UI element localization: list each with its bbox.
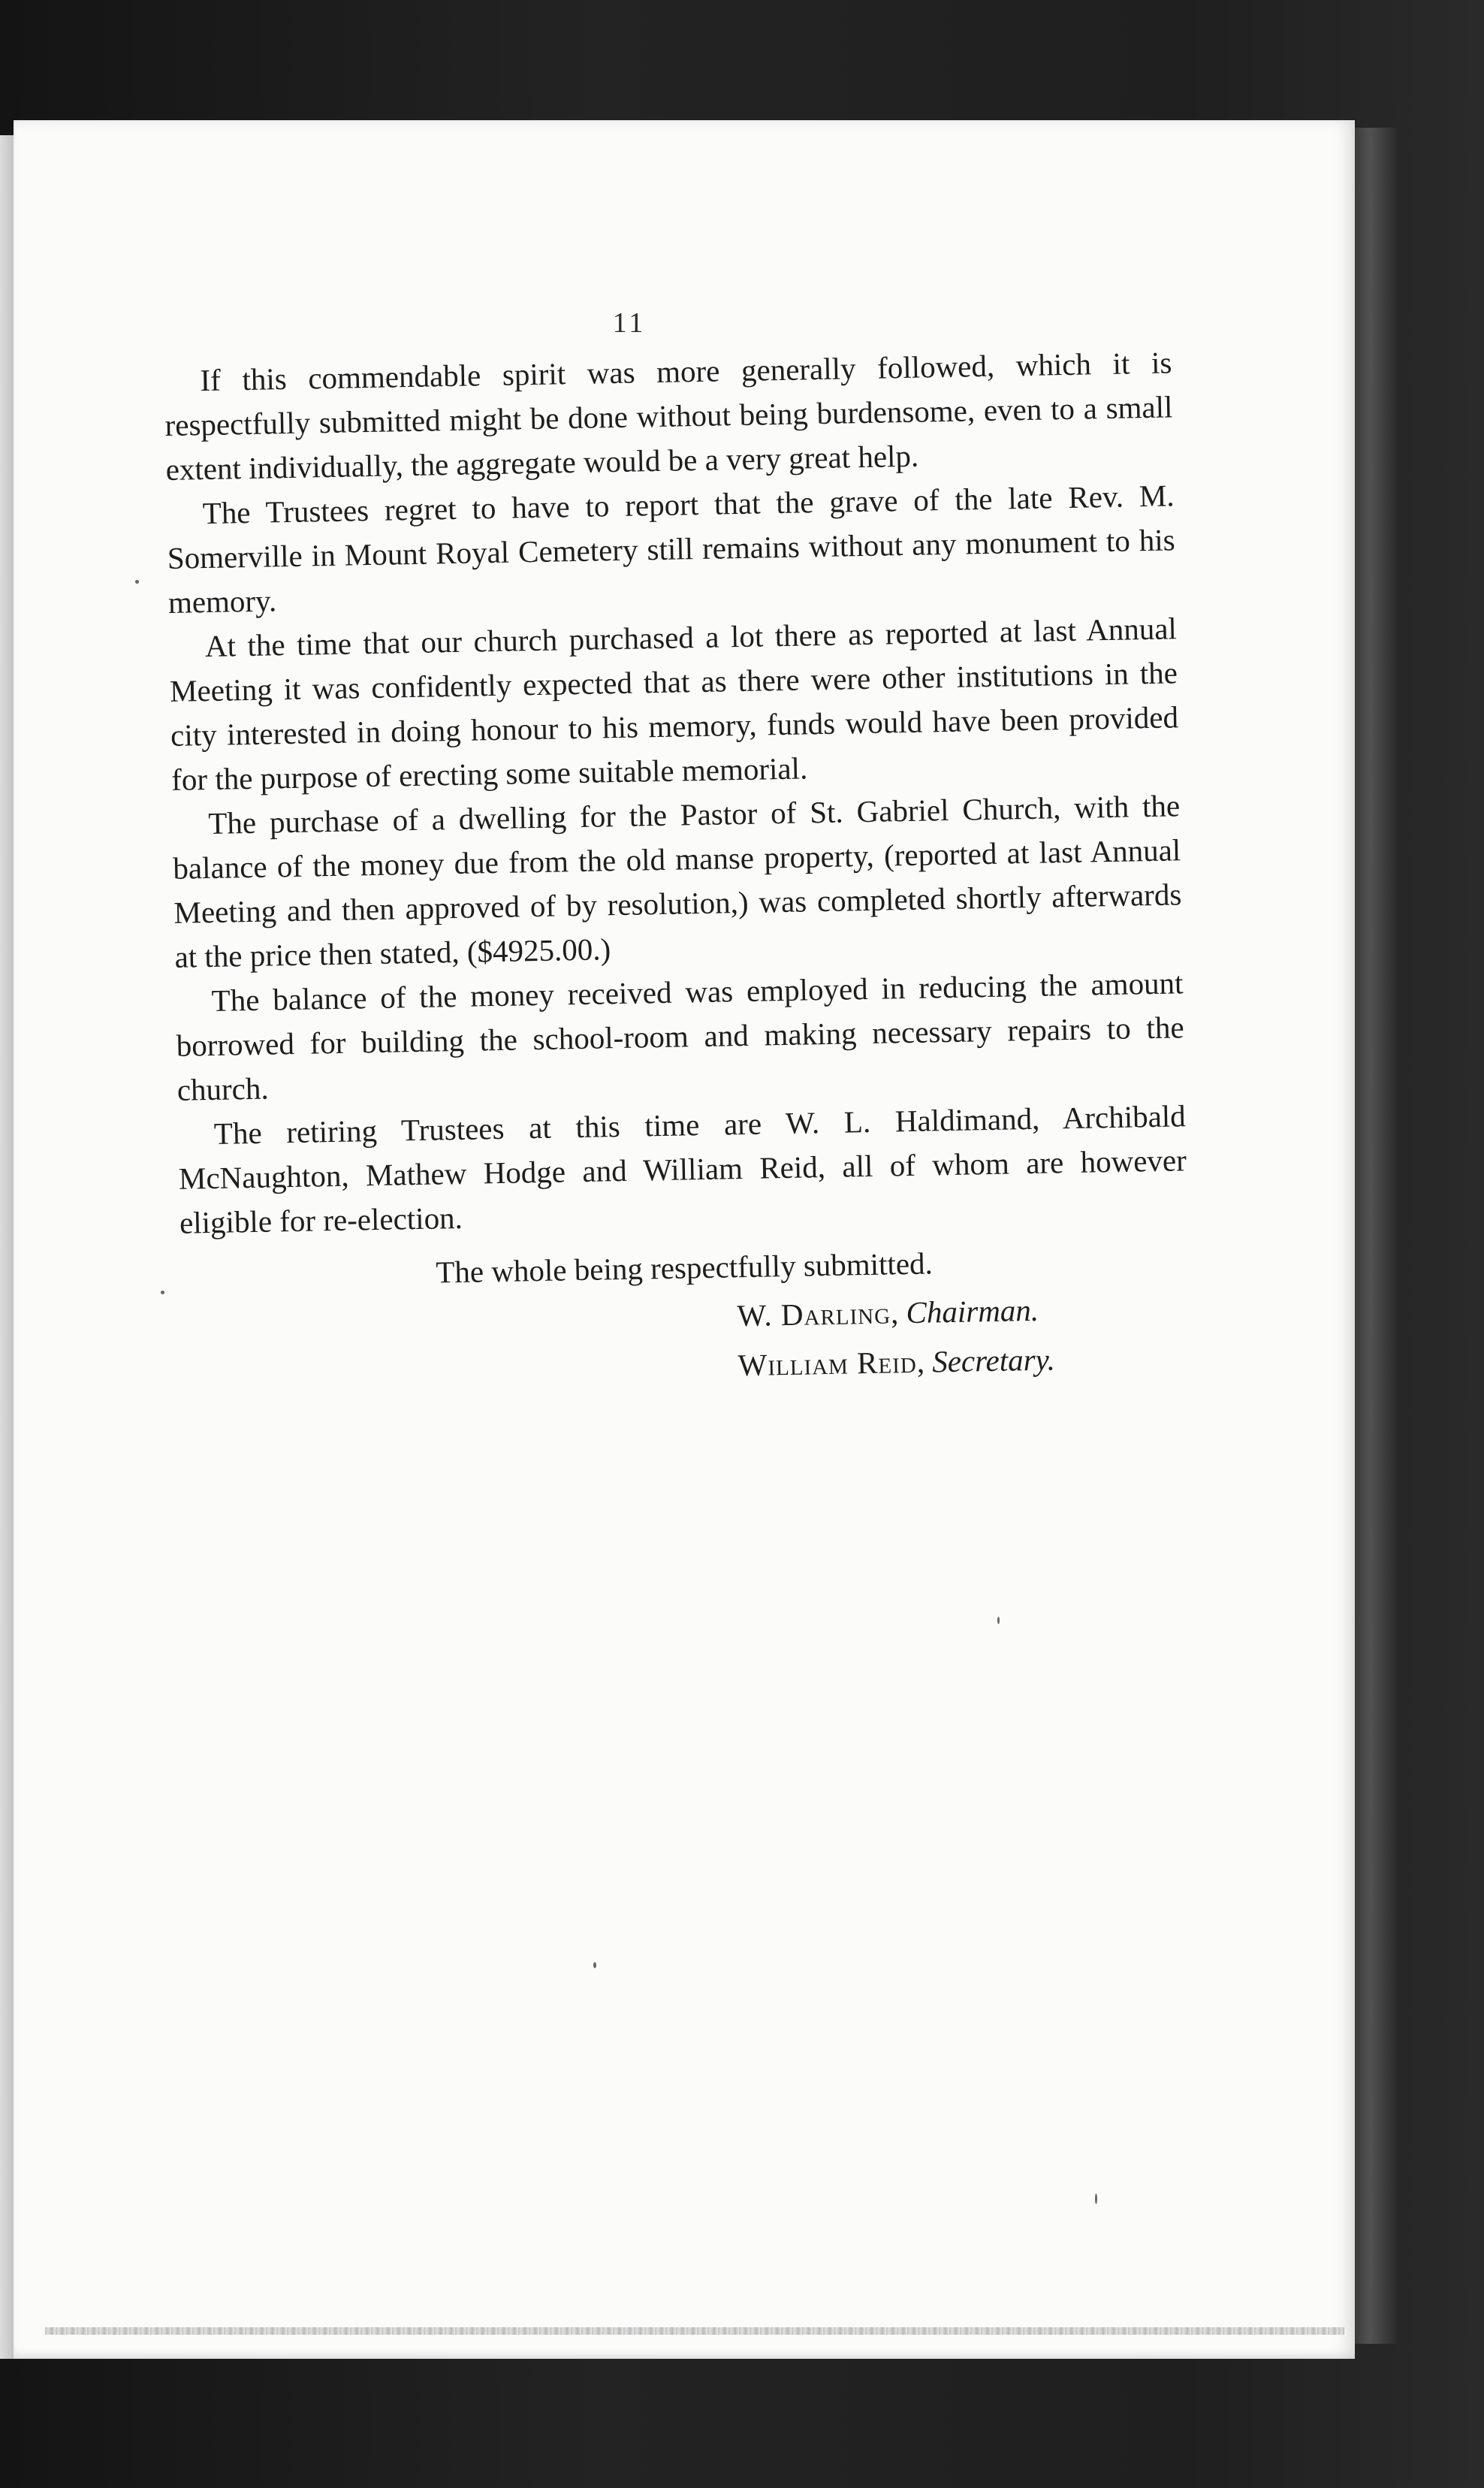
signature-chairman: W. Darling, Chairman. <box>737 1292 1039 1333</box>
body-text <box>164 340 1190 1400</box>
closing-line: The whole being respectfully submitted. <box>435 1246 934 1290</box>
signature-secretary: William Reid, Secretary. <box>737 1342 1056 1383</box>
signature-name: William Reid <box>737 1344 918 1383</box>
paragraph-5: The balance of the money received was employed in reducing the amount borrowed for building the school-room and making necessary repairs to the church. <box>176 965 1184 1107</box>
dust-speck <box>161 1291 164 1294</box>
page-number: 11 <box>612 307 647 339</box>
signature-name: W. Darling <box>737 1295 891 1333</box>
paragraph-4: The purchase of a dwelling for the Pastor of St. Gabriel Church, with the balance of the money due from the old manse property, (reported at last Annual Meeting and then approved of by resolution,) was completed shortly afterwards at the price then stated, ($4925.00.) <box>173 788 1182 974</box>
dust-speck <box>1095 2194 1097 2204</box>
signature-title: Chairman. <box>906 1292 1039 1330</box>
dust-speck <box>997 1617 1000 1624</box>
paragraph-3: At the time that our church purchased a lot there as reported at last Annual Meeting it was confidently expected that as there were other institutions in the city interested in doing honour to his memory, funds would have been provided for the purpose of erecting some suitable memorial. <box>169 611 1179 797</box>
paragraph-6: The retiring Trustees at this time are W. L. Haldimand, Archibald McNaughton, Mathew Hodge and William Reid, all of whom are however eligible for re-election. <box>178 1098 1187 1240</box>
paragraph-1: If this commendable spirit was more generally followed, which it is respectfully submitted might be done without being burdensome, even to a small extent individually, the aggregate would be a very great help. <box>164 345 1173 487</box>
page-bottom-edge <box>45 2327 1344 2335</box>
dust-speck <box>135 580 139 584</box>
signature-title: Secretary. <box>931 1342 1056 1379</box>
dust-speck <box>593 1962 596 1968</box>
binding-edge <box>1352 128 1397 2344</box>
paragraph-2: The Trustees regret to have to report that the grave of the late Rev. M. Somerville in Mount Royal Cemetery still remains without any monument to his memory. <box>167 478 1176 620</box>
